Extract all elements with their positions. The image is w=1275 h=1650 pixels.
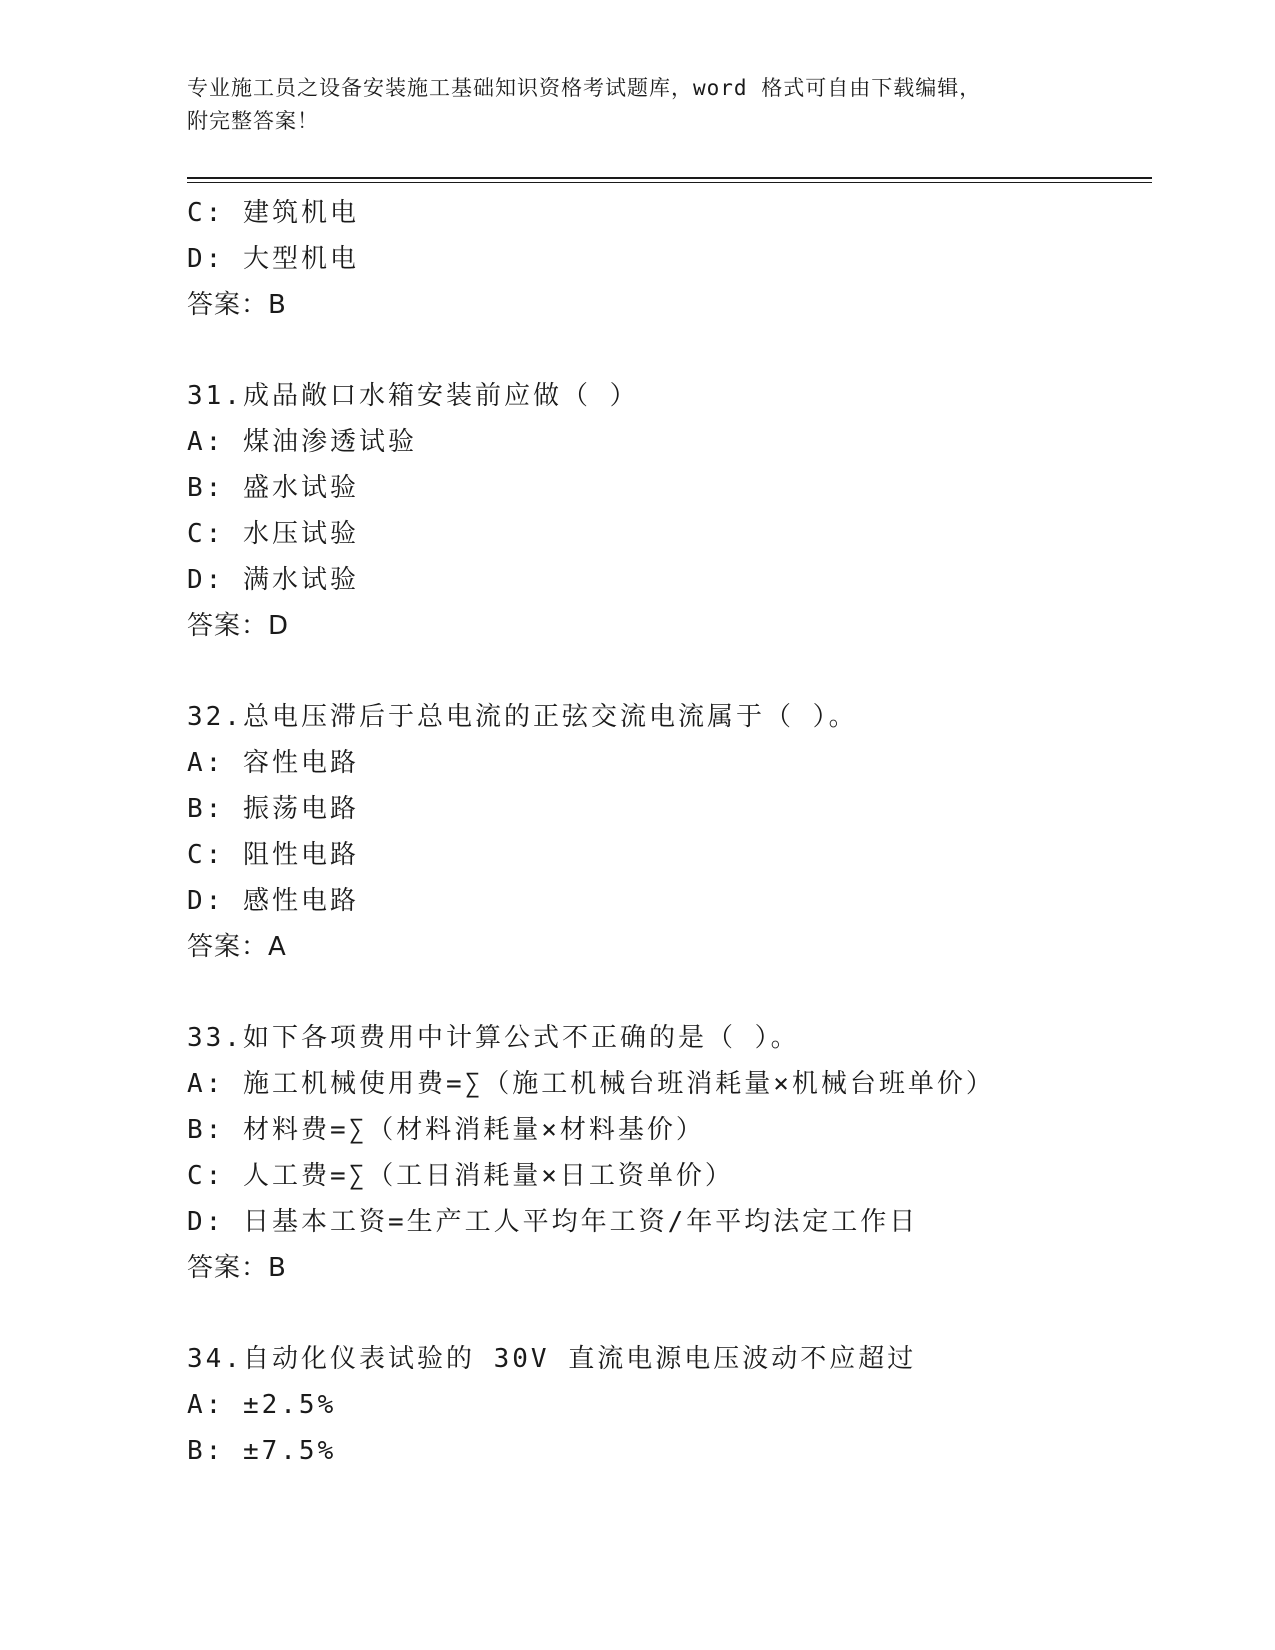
answer-line: 答案：B <box>187 1253 287 1283</box>
question-list <box>187 190 1147 1474</box>
header-divider-top <box>187 177 1152 179</box>
option-a: A: 煤油渗透试验 <box>187 427 417 457</box>
header-divider-bottom <box>187 182 1152 183</box>
question-stem: 33.如下各项费用中计算公式不正确的是（ ）。 <box>187 1023 800 1053</box>
option-d: D: 感性电路 <box>187 886 359 916</box>
question-stem: 31.成品敞口水箱安装前应做（ ） <box>187 381 639 411</box>
question-32 <box>187 694 1147 970</box>
option-d: D: 满水试验 <box>187 565 359 595</box>
option-a: A: 施工机械使用费=∑（施工机械台班消耗量×机械台班单价） <box>187 1069 995 1099</box>
option-c: C: 人工费=∑（工日消耗量×日工资单价） <box>187 1161 734 1191</box>
option-b: B: ±7.5% <box>187 1436 337 1466</box>
answer-line: 答案：A <box>187 932 287 962</box>
option-a: A: ±2.5% <box>187 1390 337 1420</box>
option-d: D: 大型机电 <box>187 244 359 274</box>
question-31 <box>187 373 1147 649</box>
option-c: C: 建筑机电 <box>187 198 359 228</box>
option-a: A: 容性电路 <box>187 748 359 778</box>
option-d: D: 日基本工资=生产工人平均年工资/年平均法定工作日 <box>187 1207 919 1237</box>
question-30-tail <box>187 190 1147 328</box>
option-b: B: 振荡电路 <box>187 794 359 824</box>
document-header <box>187 72 1087 138</box>
answer-line: 答案：B <box>187 290 287 320</box>
option-c: C: 阻性电路 <box>187 840 359 870</box>
question-34 <box>187 1336 1147 1474</box>
option-b: B: 盛水试验 <box>187 473 359 503</box>
question-stem: 32.总电压滞后于总电流的正弦交流电流属于（ ）。 <box>187 702 858 732</box>
header-line-2: 附完整答案！ <box>187 109 319 133</box>
question-stem: 34.自动化仪表试验的 30V 直流电源电压波动不应超过 <box>187 1344 917 1374</box>
option-b: B: 材料费=∑（材料消耗量×材料基价） <box>187 1115 705 1145</box>
option-c: C: 水压试验 <box>187 519 359 549</box>
header-line-1: 专业施工员之设备安装施工基础知识资格考试题库，word 格式可自由下载编辑， <box>187 76 982 100</box>
question-33 <box>187 1015 1147 1291</box>
answer-line: 答案：D <box>187 611 290 641</box>
